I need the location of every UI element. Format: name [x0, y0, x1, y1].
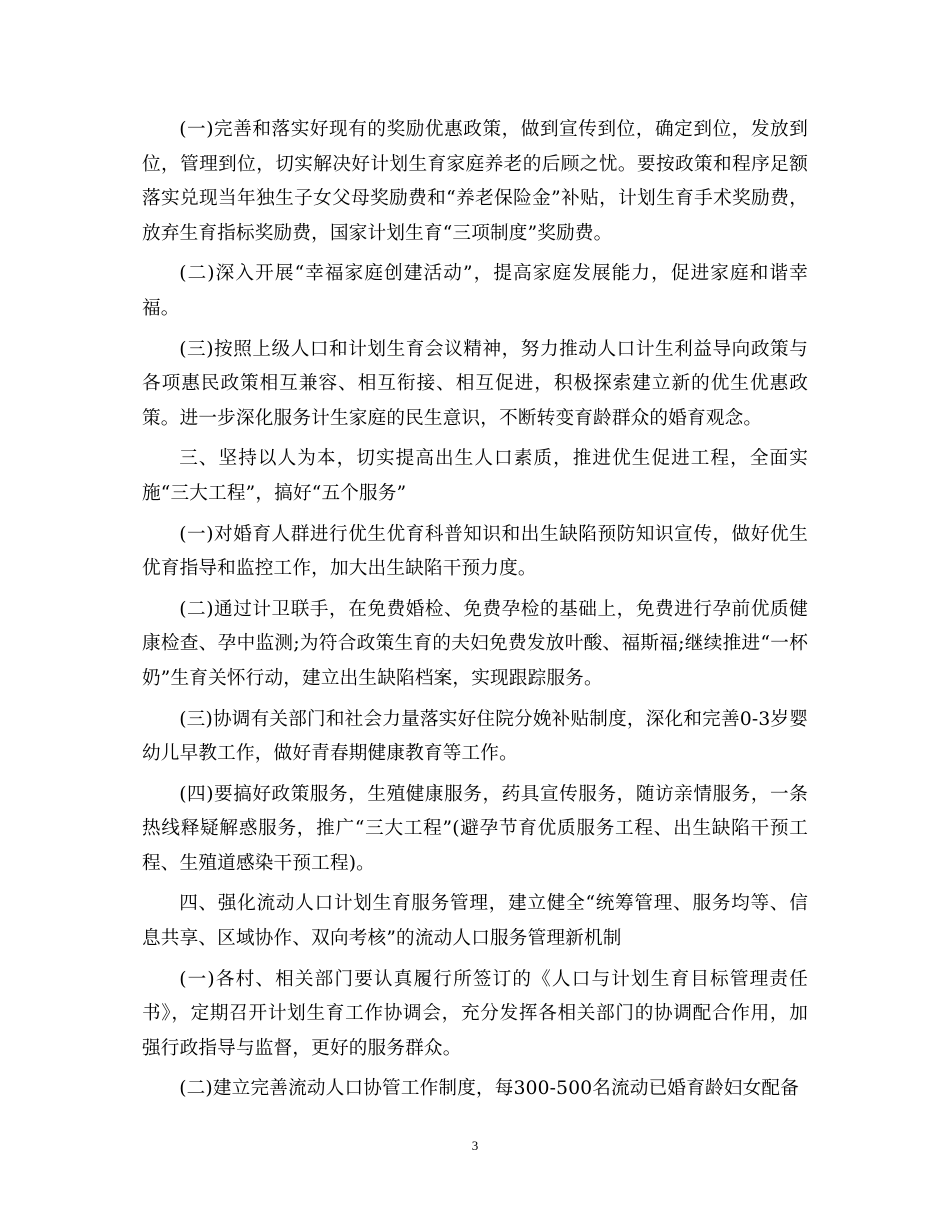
- paragraph-6: (三)协调有关部门和社会力量落实好住院分娩补贴制度，深化和完善0-3岁婴幼儿早教工作，做好青春期健康教育等工作。: [142, 708, 808, 765]
- paragraph-3: (三)按照上级人口和计划生育会议精神，努力推动人口计生利益导向政策与各项惠民政策相互兼容、相互衔接、相互促进，积极探索建立新的优生优惠政策。进一步深化服务计生家庭的民生意识，不断转变育龄群众的婚育观念。: [142, 338, 808, 429]
- page-number: 3: [471, 1138, 479, 1153]
- paragraph-9: (二)建立完善流动人口协管工作制度，每300-500名流动已婚育龄妇女配备: [179, 1078, 799, 1100]
- section-heading-3: 三、坚持以人为本，切实提高出生人口素质，推进优生促进工程，全面实施“三大工程”，搞好“五个服务”: [142, 448, 808, 504]
- section-heading-4: 四、强化流动人口计划生育服务管理，建立健全“统筹管理、服务均等、信息共享、区域协作、双向考核”的流动人口服务管理新机制: [142, 893, 808, 950]
- document-body: [142, 113, 808, 1113]
- paragraph-8: (一)各村、相关部门要认真履行所签订的《人口与计划生育目标管理责任书》，定期召开计划生育工作协调会，充分发挥各相关部门的协调配合作用，加强行政指导与监督，更好的服务群众。: [142, 968, 808, 1059]
- paragraph-1: (一)完善和落实好现有的奖励优惠政策，做到宣传到位，确定到位，发放到位，管理到位，切实解决好计划生育家庭养老的后顾之忧。要按政策和程序足额落实兑现当年独生子女父母奖励费和“养老保险金”补贴，计划生育手术奖励费，放弃生育指标奖励费，国家计划生育“三项制度”奖励费。: [142, 119, 808, 244]
- paragraph-2: (二)深入开展“幸福家庭创建活动”，提高家庭发展能力，促进家庭和谐幸福。: [142, 263, 808, 319]
- paragraph-7: (四)要搞好政策服务，生殖健康服务，药具宣传服务，随访亲情服务，一条热线释疑解惑服务，推广“三大工程”(避孕节育优质服务工程、出生缺陷干预工程、生殖道感染干预工程)。: [142, 783, 808, 874]
- paragraph-4: (一)对婚育人群进行优生优育科普知识和出生缺陷预防知识宣传，做好优生优育指导和监控工作，加大出生缺陷干预力度。: [142, 523, 808, 580]
- paragraph-5: (二)通过计卫联手，在免费婚检、免费孕检的基础上，免费进行孕前优质健康检查、孕中监测;为符合政策生育的夫妇免费发放叶酸、福斯福;继续推进“一杯奶”生育关怀行动，建立出生缺陷档案，实现跟踪服务。: [142, 598, 808, 689]
